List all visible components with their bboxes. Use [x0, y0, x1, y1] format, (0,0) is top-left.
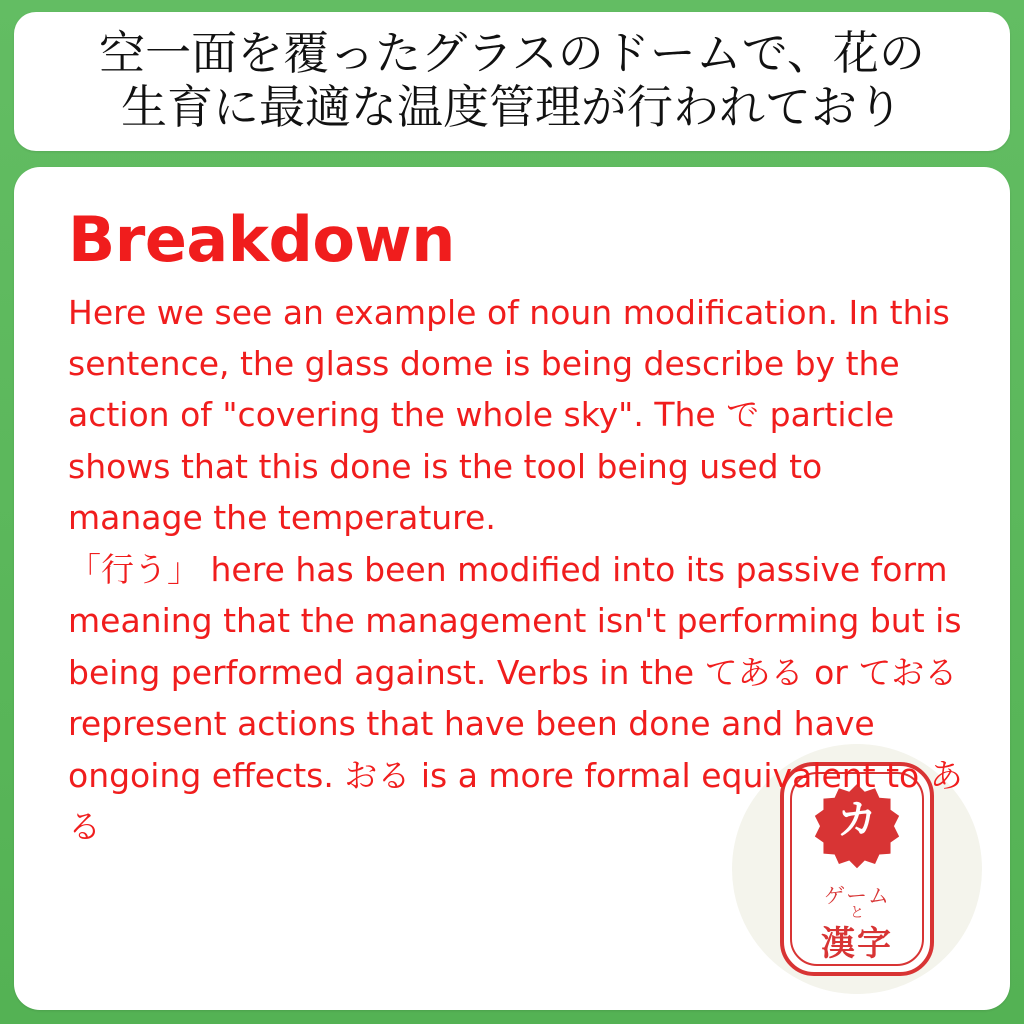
japanese-sentence-card — [14, 12, 1010, 151]
breakdown-paragraph-1: Here we see an example of noun modification. In this sentence, the glass dome is being describe by the action of "covering the whole sky". The で particle shows that this done is the tool being used to manage the temperature. — [68, 292, 950, 538]
breakdown-card — [14, 167, 1010, 1010]
breakdown-paragraph-2: 「行う」 here has been modified into its passive form meaning that the management isn't performing but is being performed against. Verbs in the てある or ておる represent actions that have been done and have ongoing effects. おる is a more formal equivalent to ある — [68, 549, 963, 847]
sentence-line-2: 生育に最適な温度管理が行われており — [121, 80, 903, 135]
page-title: Breakdown — [68, 202, 455, 276]
sentence-line-1: 空一面を覆ったグラスのドームで、花の — [99, 26, 925, 80]
stamp-text-to: と — [850, 905, 864, 921]
stamp-text-kanji: 漢字 — [821, 924, 893, 964]
stamp-burst-label: カ — [837, 797, 877, 843]
stamp-text-game: ゲーム — [824, 884, 890, 908]
